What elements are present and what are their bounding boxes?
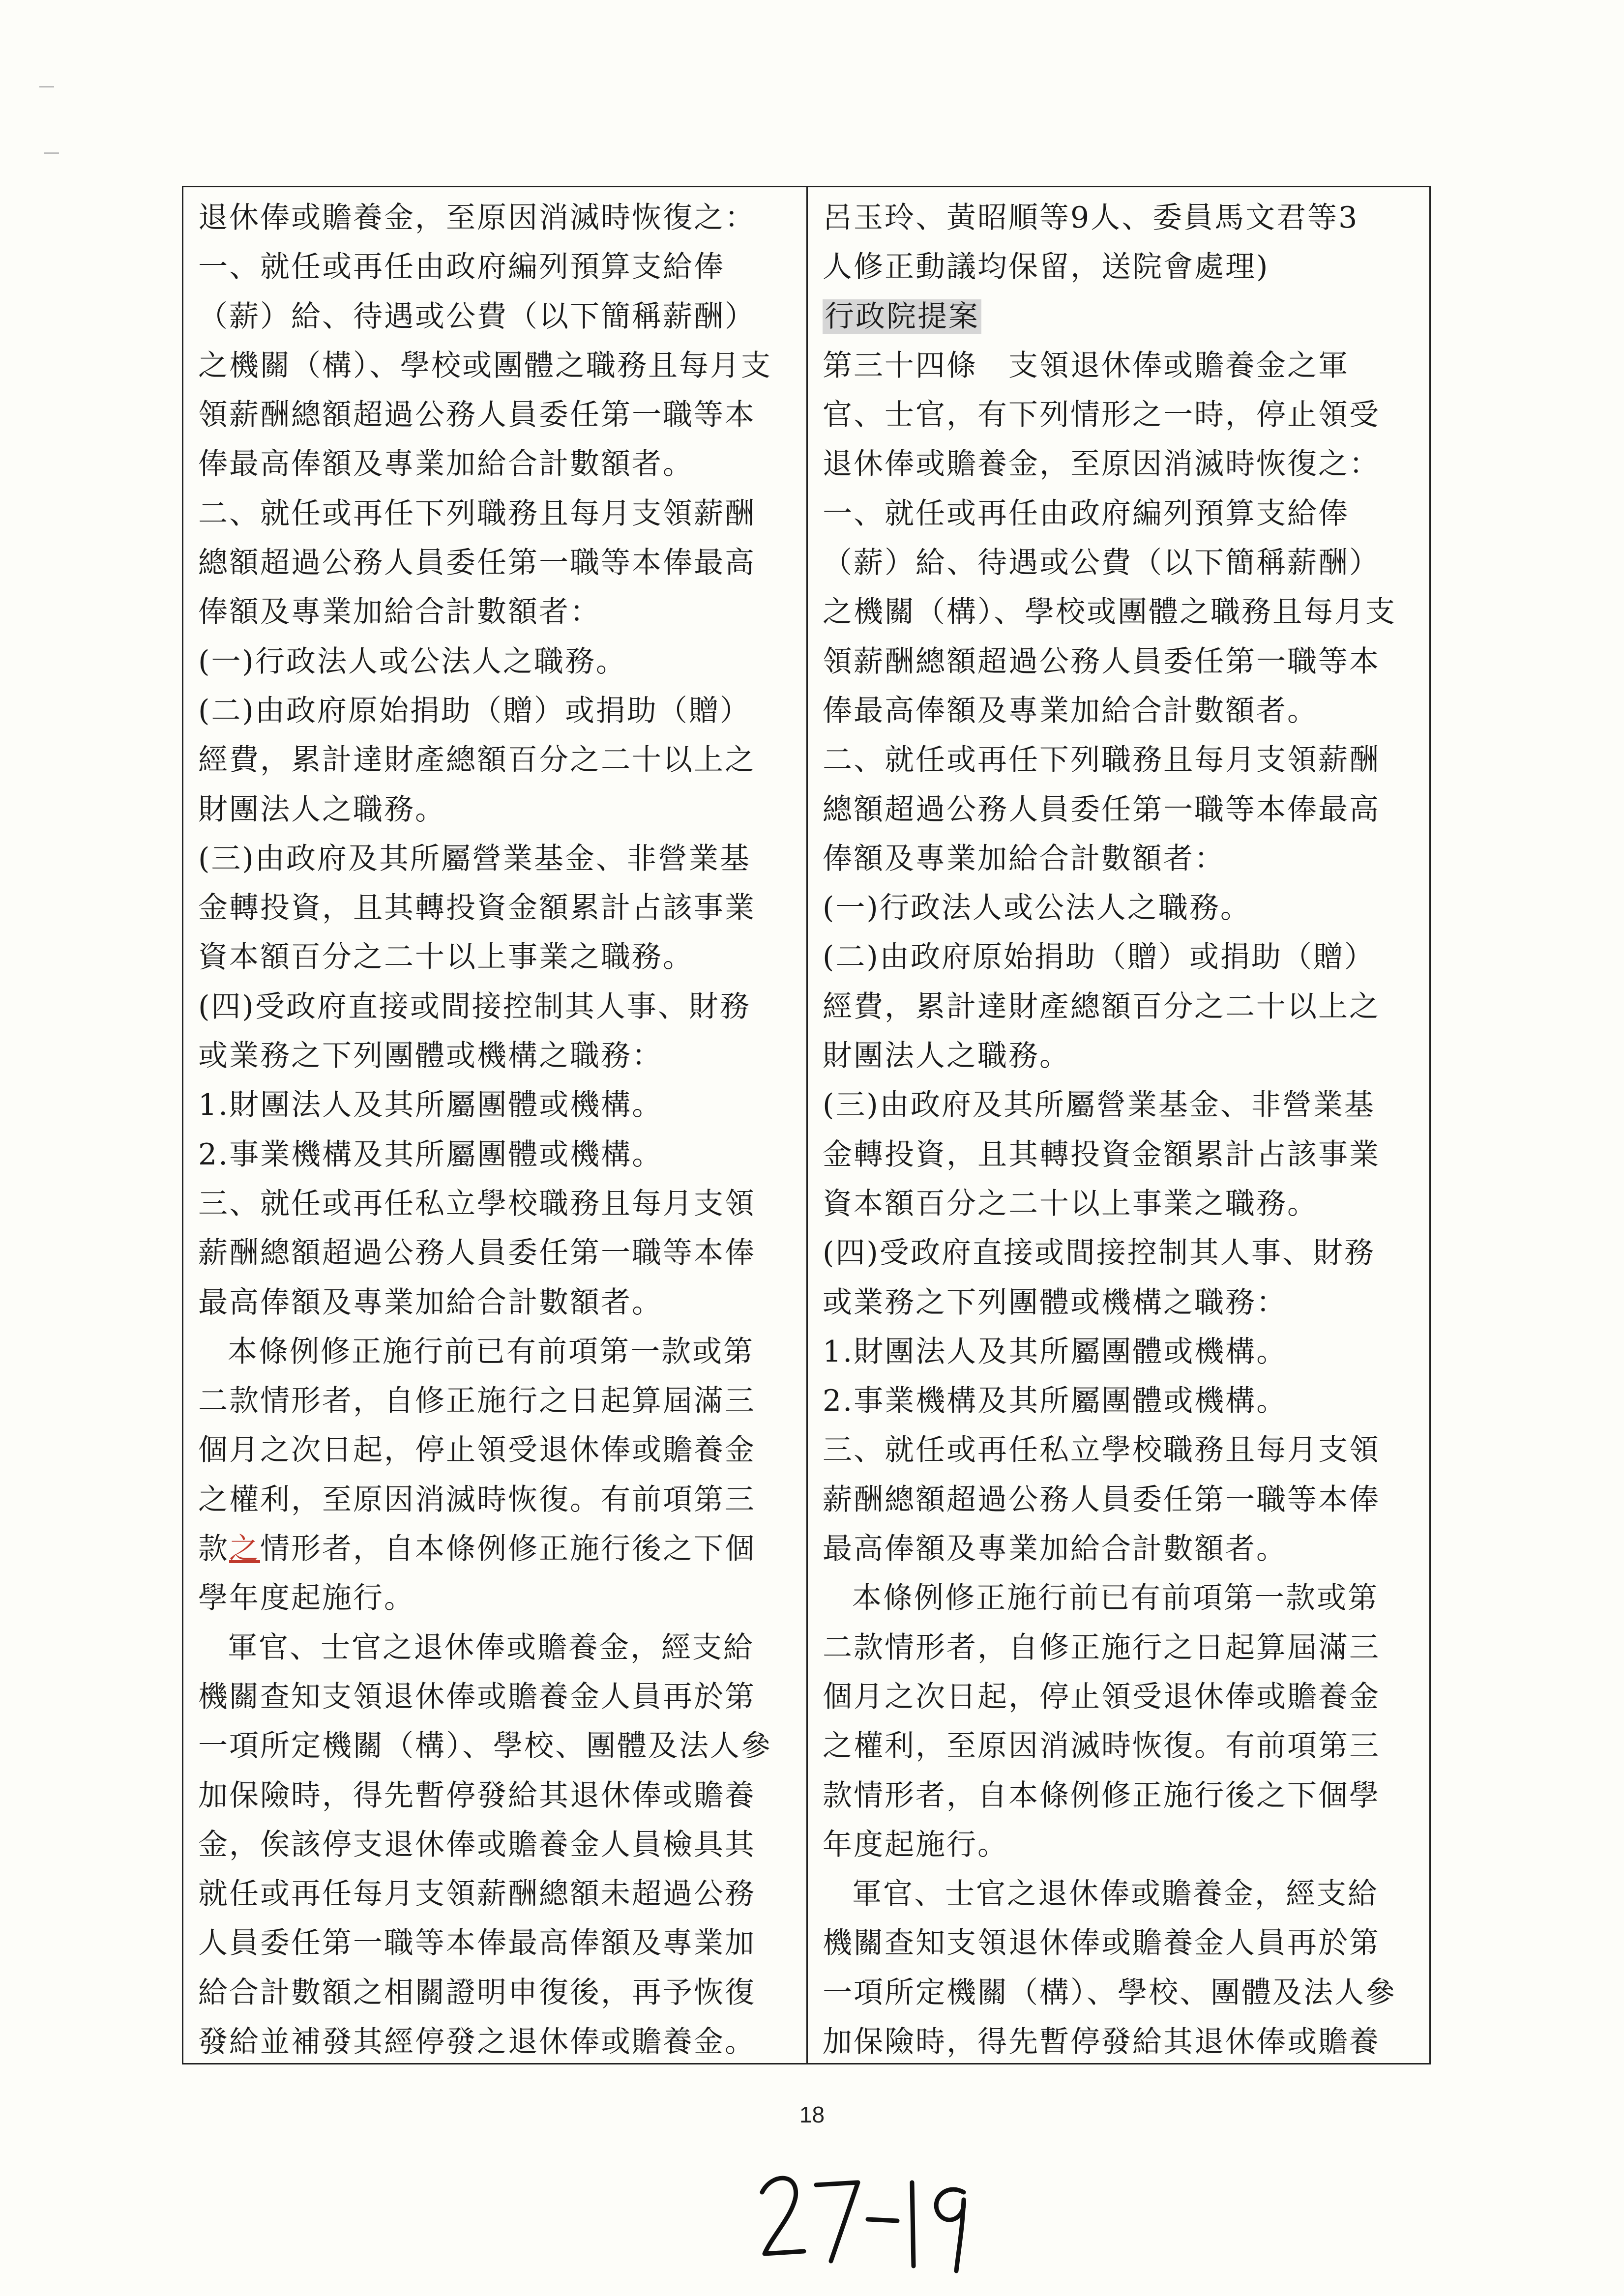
text-line: 薪酬總額超過公務人員委任第一職等本俸 [198, 1236, 756, 1271]
text-line: 本條例修正施行前已有前項第一款或第 [228, 1334, 754, 1369]
text-line: 個月之次日起，停止領受退休俸或贍養金 [823, 1679, 1380, 1714]
text-line: 財團法人之職務。 [823, 1039, 1070, 1074]
text-line: 二款情形者，自修正施行之日起算屆滿三 [823, 1630, 1380, 1665]
text-line: 一、就任或再任由政府編列預算支給俸 [823, 496, 1349, 531]
text-line: 2.事業機構及其所屬團體或機構。 [823, 1384, 1288, 1419]
text-line: (二)由政府原始捐助（贈）或捐助（贈） [198, 693, 751, 728]
scan-mark [44, 152, 59, 154]
text-line: 二、就任或再任下列職務且每月支領薪酬 [823, 743, 1380, 778]
text-line: 2.事業機構及其所屬團體或機構。 [198, 1137, 663, 1172]
text-line: 就任或再任每月支領薪酬總額未超過公務 [198, 1877, 756, 1912]
text-line: 二款情形者，自修正施行之日起算屆滿三 [198, 1384, 756, 1419]
article-heading: 第三十四條 支領退休俸或贍養金之軍 [823, 348, 1349, 383]
text-segment: 款 [198, 1532, 229, 1567]
red-underlined-correction: 之 [229, 1532, 260, 1567]
text-line: (三)由政府及其所屬營業基金、非營業基 [198, 841, 751, 876]
text-line: 個月之次日起，停止領受退休俸或贍養金 [198, 1433, 756, 1468]
text-line: 軍官、士官之退休俸或贍養金，經支給 [228, 1630, 754, 1665]
text-line: 或業務之下列團體或機構之職務： [198, 1039, 663, 1074]
text-line: (四)受政府直接或間接控制其人事、財務 [823, 1236, 1375, 1271]
text-line: 金轉投資，且其轉投資金額累計占該事業 [823, 1137, 1380, 1172]
scan-mark [39, 86, 54, 87]
text-line: 發給並補發其經停發之退休俸或贍養金。 [198, 2024, 756, 2059]
text-line: 俸額及專業加給合計數額者： [198, 595, 601, 630]
text-line: 或業務之下列團體或機構之職務： [823, 1285, 1287, 1320]
text-line: (一)行政法人或公法人之職務。 [198, 644, 627, 679]
text-line [198, 1524, 795, 1573]
text-line: 官、士官，有下列情形之一時，停止領受 [823, 398, 1380, 433]
text-segment: 情形者，自本條例修正施行後之下個 [260, 1532, 756, 1567]
text-line: 年度起施行。 [823, 1827, 1008, 1862]
text-line: 領薪酬總額超過公務人員委任第一職等本 [198, 398, 756, 433]
text-line: 金轉投資，且其轉投資金額累計占該事業 [198, 891, 756, 926]
text-line: 最高俸額及專業加給合計數額者。 [198, 1285, 663, 1320]
text-line: 一、就任或再任由政府編列預算支給俸 [198, 250, 725, 285]
text-line: 加保險時，得先暫停發給其退休俸或贍養 [823, 2024, 1380, 2059]
text-line: 俸最高俸額及專業加給合計數額者。 [823, 693, 1318, 728]
text-line: 總額超過公務人員委任第一職等本俸最高 [198, 546, 756, 581]
text-line: 之機關（構）、學校或團體之職務且每月支 [823, 595, 1396, 630]
proposal-heading: 行政院提案 [823, 299, 981, 334]
text-line: 金，俟該停支退休俸或贍養金人員檢具其 [198, 1827, 756, 1862]
page-number: 18 [799, 2102, 825, 2127]
text-line: 之權利，至原因消滅時恢復。有前項第三 [198, 1482, 756, 1517]
text-line: 本條例修正施行前已有前項第一款或第 [852, 1581, 1379, 1616]
text-line: 1.財團法人及其所屬團體或機構。 [198, 1088, 663, 1123]
text-line: (四)受政府直接或間接控制其人事、財務 [198, 989, 751, 1024]
text-line: 最高俸額及專業加給合計數額者。 [823, 1532, 1287, 1567]
text-line [823, 292, 1417, 341]
text-line: 退休俸或贍養金，至原因消滅時恢復之： [198, 201, 756, 235]
text-line: 經費，累計達財產總額百分之二十以上之 [823, 989, 1380, 1024]
text-line: 款情形者，自本條例修正施行後之下個學 [823, 1778, 1380, 1813]
text-line: (二)由政府原始捐助（贈）或捐助（贈） [823, 940, 1375, 975]
text-line: 人修正動議均保留，送院會處理) [823, 250, 1270, 285]
text-line: （薪）給、待遇或公費（以下簡稱薪酬） [823, 546, 1380, 581]
text-line: 軍官、士官之退休俸或贍養金，經支給 [852, 1877, 1379, 1912]
text-line: 俸額及專業加給合計數額者： [823, 841, 1225, 876]
text-line: 薪酬總額超過公務人員委任第一職等本俸 [823, 1482, 1380, 1517]
text-line: 領薪酬總額超過公務人員委任第一職等本 [823, 644, 1380, 679]
text-line: （薪）給、待遇或公費（以下簡稱薪酬） [198, 299, 756, 334]
comparison-table [182, 186, 1431, 2064]
text-line: 人員委任第一職等本俸最高俸額及專業加 [198, 1926, 756, 1961]
text-line: 資本額百分之二十以上事業之職務。 [823, 1186, 1318, 1221]
text-line: (一)行政法人或公法人之職務。 [823, 891, 1251, 926]
text-line: 加保險時，得先暫停發給其退休俸或贍養 [198, 1778, 756, 1813]
text-line: 一項所定機關（構）、學校、團體及法人參 [823, 1975, 1396, 2010]
text-line: 機關查知支領退休俸或贍養金人員再於第 [198, 1679, 756, 1714]
text-line: 財團法人之職務。 [198, 792, 446, 827]
text-line: 總額超過公務人員委任第一職等本俸最高 [823, 792, 1380, 827]
text-line: 之權利，至原因消滅時恢復。有前項第三 [823, 1729, 1380, 1764]
text-line: (三)由政府及其所屬營業基金、非營業基 [823, 1088, 1375, 1123]
text-line: 呂玉玲、黃昭順等9人、委員馬文君等3 [823, 201, 1359, 235]
handwritten-note [757, 2163, 974, 2278]
right-column [806, 187, 1429, 2063]
text-line: 學年度起施行。 [198, 1581, 415, 1616]
left-column [183, 187, 806, 2063]
text-line: 給合計數額之相關證明申復後，再予恢復 [198, 1975, 756, 2010]
text-line: 二、就任或再任下列職務且每月支領薪酬 [198, 496, 756, 531]
text-line: 機關查知支領退休俸或贍養金人員再於第 [823, 1926, 1380, 1961]
text-line: 經費，累計達財產總額百分之二十以上之 [198, 743, 756, 778]
text-line: 資本額百分之二十以上事業之職務。 [198, 940, 694, 975]
text-line: 1.財團法人及其所屬團體或機構。 [823, 1334, 1288, 1369]
text-line: 一項所定機關（構）、學校、團體及法人參 [198, 1729, 772, 1764]
handwritten-note-drawing [757, 2163, 974, 2276]
text-line: 之機關（構）、學校或團體之職務且每月支 [198, 348, 772, 383]
text-line: 三、就任或再任私立學校職務且每月支領 [823, 1433, 1380, 1468]
text-line: 三、就任或再任私立學校職務且每月支領 [198, 1186, 756, 1221]
text-line: 退休俸或贍養金，至原因消滅時恢復之： [823, 447, 1380, 482]
text-line: 俸最高俸額及專業加給合計數額者。 [198, 447, 694, 482]
